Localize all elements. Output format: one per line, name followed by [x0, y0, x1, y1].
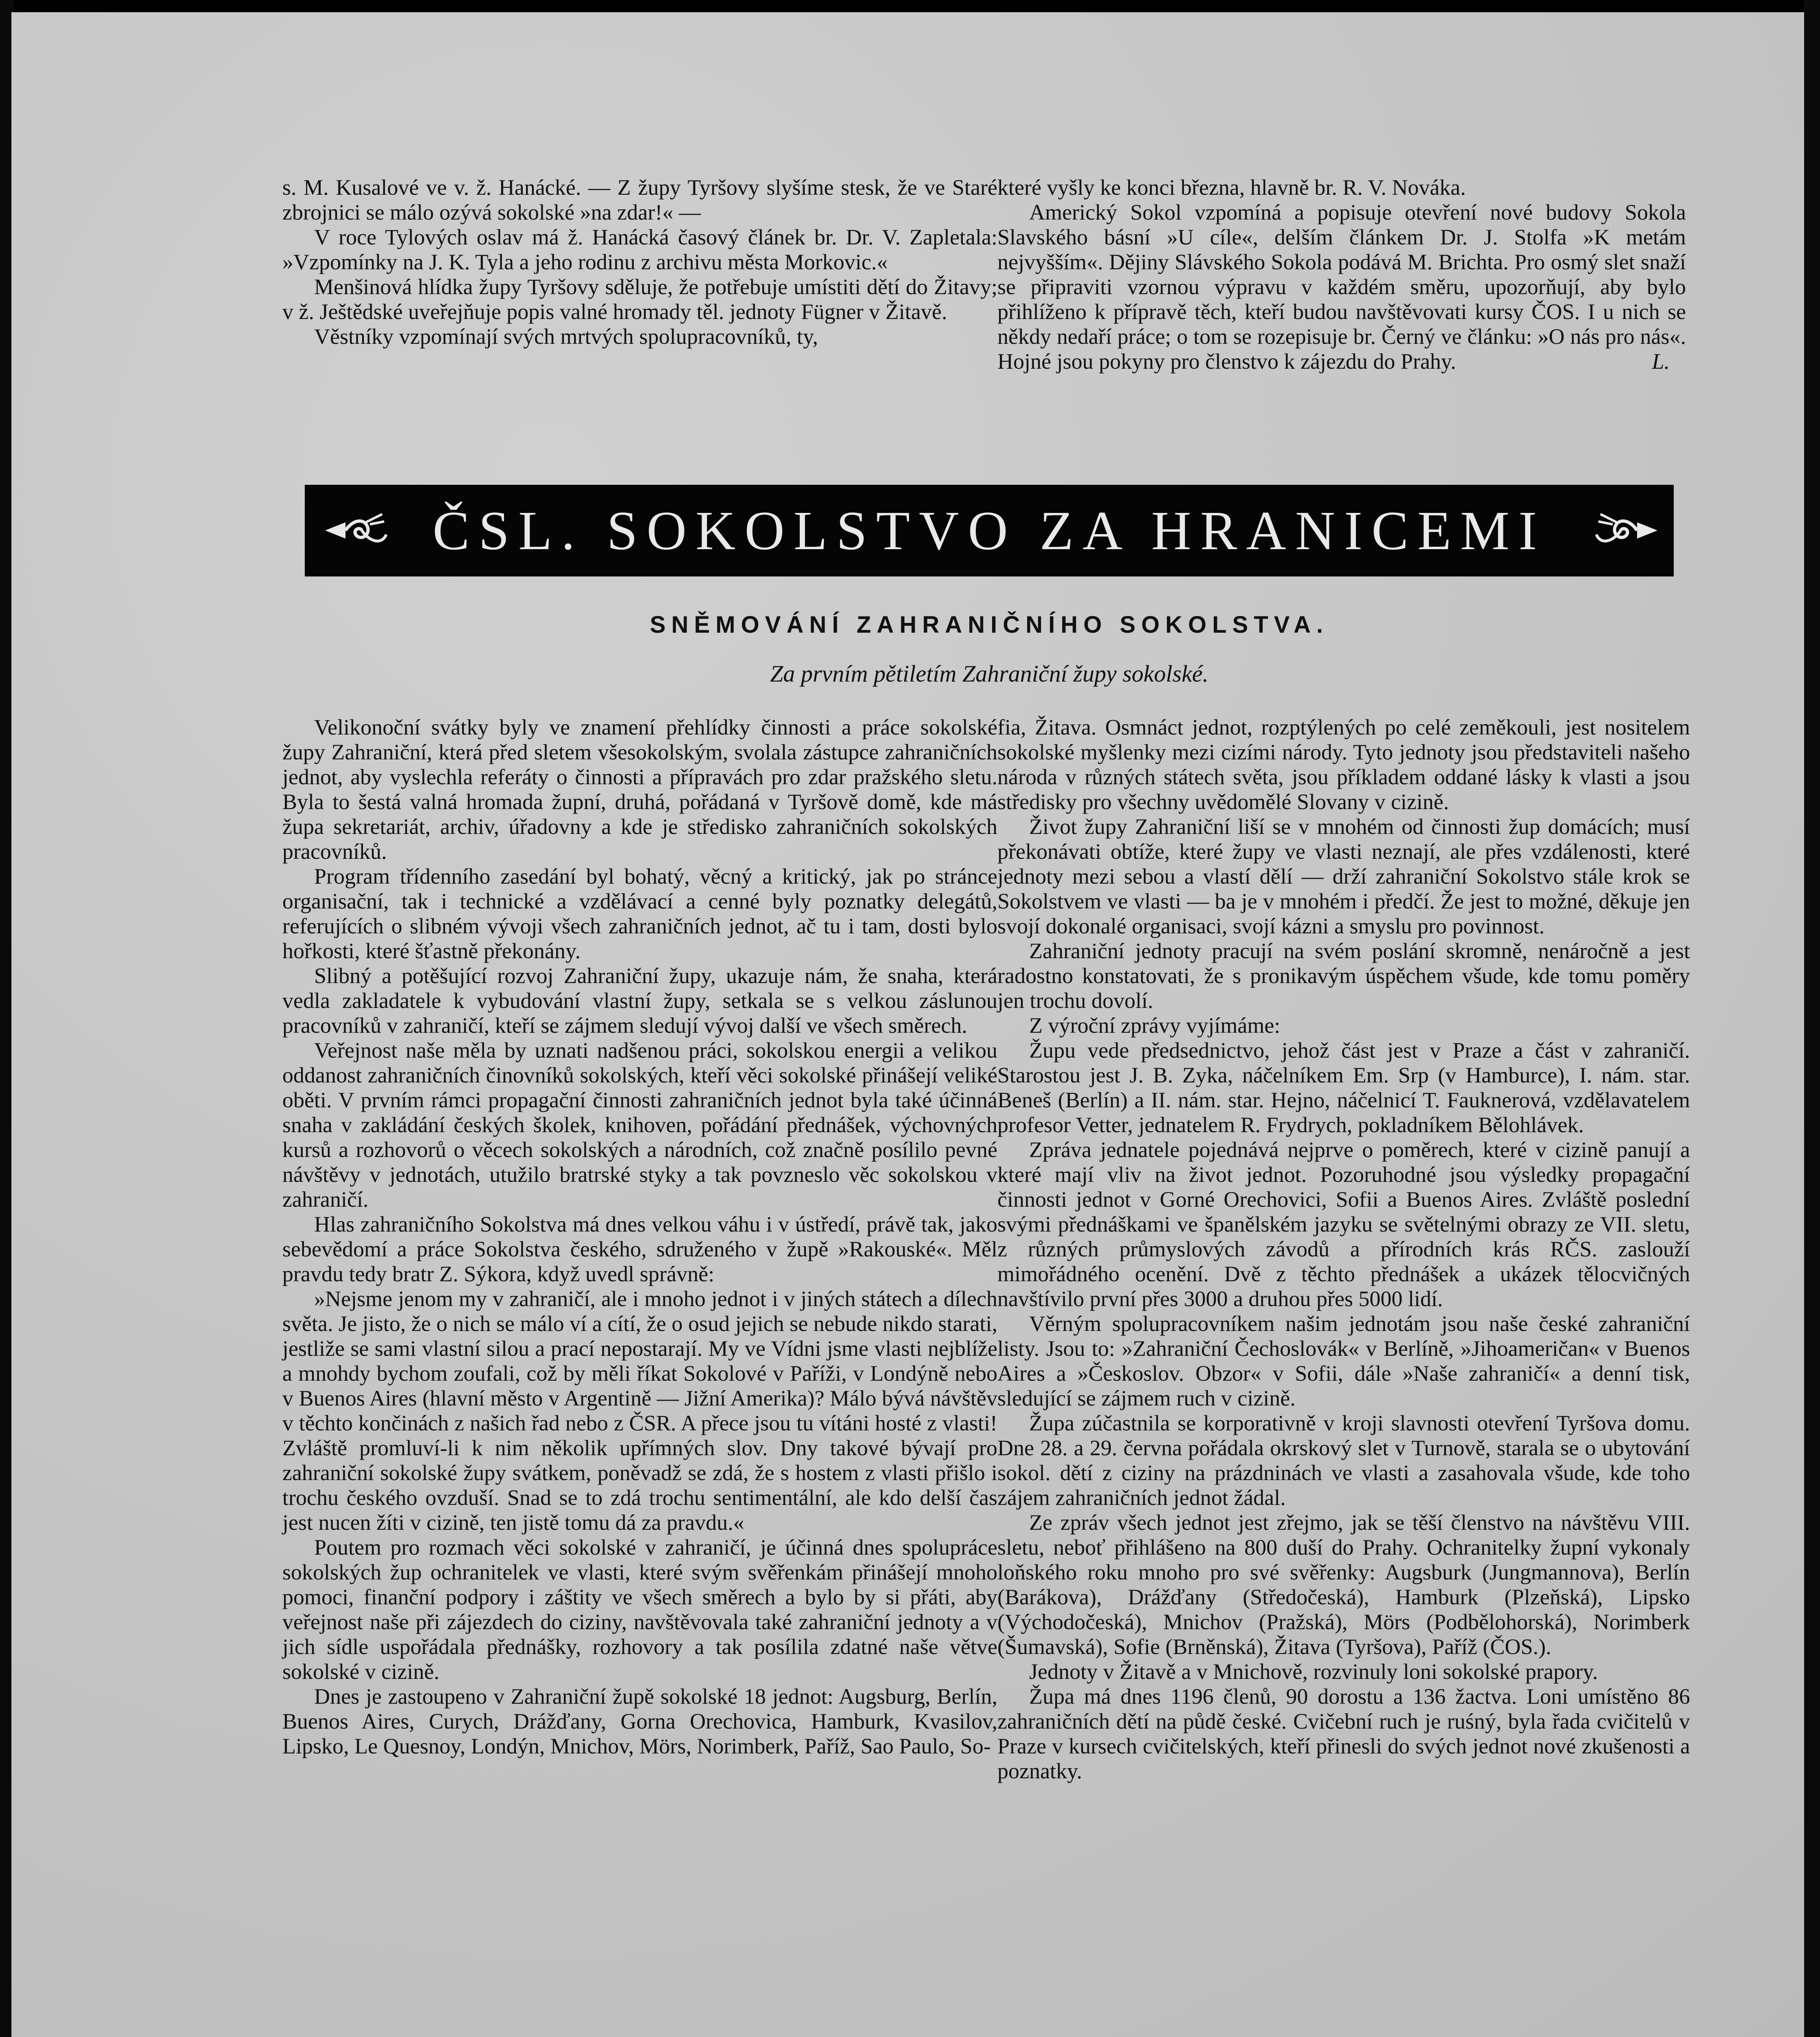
banner-title: ČSL. SOKOLSTVO ZA HRANICEMI	[432, 500, 1546, 561]
article-paragraph: Hlas zahraničního Sokolstva má dnes velkou váhu i v ústředí, právě tak, jako sebevědomí a práce Sokolstva českého, sdruženého v župě »Rakouské«. Měl pravdu tedy bratr Z. Sýkora, když uvedl správně:	[282, 1212, 997, 1286]
top-left-paragraph: Menšinová hlídka župy Tyršovy sděluje, že potřebuje umístiti dětí do Žitavy; v ž. Ještědské uveřejňuje popis valné hromady těl. jednoty Fügner v Žitavě.	[282, 275, 997, 324]
article-paragraph: Jednoty v Žitavě a v Mnichově, rozvinuly loni sokolské prapory.	[1029, 1659, 1598, 1684]
article-paragraph: Velikonoční svátky byly ve znamení přehlídky činnosti a práce sokolské župy Zahraniční, která před sletem všesokolským, svolala zástupce zahraničních jednot, aby vyslechla referáty o činnosti a přípravách pro zdar pražského sletu. Byla to šestá valná hromada župní, druhá, pořádaná v Tyršově domě, kde má župa sekretariát, archiv, úřadovny a kde je středisko zahraničních sokolských pracovníků.	[282, 715, 997, 864]
scan-edge-right	[1804, 0, 1820, 2037]
article-subheading: Za prvním pětiletím Zahraniční župy sokolské.	[770, 660, 1209, 687]
top-left-paragraph: V roce Tylových oslav má ž. Hanácká časový článek br. Dr. V. Zapletala: »Vzpomínky na J. K. Tyla a jeho rodinu z archivu města Morkovic.«	[282, 225, 997, 274]
article-paragraph: Župa má dnes 1196 členů, 90 dorostu a 136 žactva. Loni umístěno 86 zahraničních dětí na půdě české. Cvičební ruch je ruśný, byla řada cvičitelů v Praze v kursech cvičitelských, kteří přinesli do svých jednot nové zkušenosti a poznatky.	[997, 1684, 1690, 1783]
article-quote: »Nejsme jenom my v zahraničí, ale i mnoho jednot i v jiných státech a dílech světa. Je jisto, že o nich se málo ví a cítí, že o osud jejich se nebude nikdo starati, jestliže se sami vlastní silou a prací nepostarají. My ve Vídni jsme vlasti nejblíže a mnohdy bychom zoufali, což by měli říkat Sokolové v Paříži, v Londýně nebo v Buenos Aires (hlavní město v Argentině — Jižní Amerika)? Málo bývá návštěv v těchto končinách z našich řad nebo z ČSR. A přece jsou tu vítáni hosté z vlasti! Zvláště promluví-li k nim několik upřímných slov. Dny takové bývají pro zahraniční sokolské župy svátkem, poněvadž se zdá, že s hostem z vlasti přišlo i trochu českého ovzduší. Snad se to zdá trochu sentimentální, ale kdo delší čas jest nucen žíti v cizině, ten jistě tomu dá za pravdu.«	[282, 1287, 997, 1535]
article-paragraph: Život župy Zahraniční liší se v mnohém od činnosti žup domácích; musí překonávati obtíže, které župy ve vlasti neznají, ale přes vzdálenosti, které jednoty mezi sebou a vlastí dělí — drží zahraniční Sokolstvo stále krok se Sokolstvem ve vlasti — ba je v mnohém i předčí. Že jest to možné, děkuje jen svojí dokonalé organisaci, svojí kázni a smyslu pro povinnost.	[997, 814, 1690, 938]
article-paragraph: Z výroční zprávy vyjímáme:	[1029, 1013, 1281, 1038]
article-paragraph: Věrným spolupracovníkem našim jednotám jsou naše české zahraniční listy. Jsou to: »Zahraniční Čechoslovák« v Berlíně, »Jihoameričan« v Buenos Aires a »Českoslov. Obzor« v Sofii, dále »Naše zahraničí« a denní tisk, sledující se zájmem ruch v cizině.	[997, 1311, 1690, 1410]
top-right-paragraph: které vyšly ke konci března, hlavně br. R. V. Nováka.	[997, 175, 1466, 200]
magazine-page	[11, 12, 1804, 2037]
article-paragraph: Župu vede předsednictvo, jehož část jest v Praze a část v zahraničí. Starostou jest J. B. Zyka, náčelníkem Em. Srp (v Hamburce), I. nám. star. Beneš (Berlín) a II. nám. star. Hejno, náčelnicí T. Fauknerová, vzdělavatelem profesor Vetter, jednatelem R. Frydrych, pokladníkem Bělohlávek.	[997, 1038, 1690, 1137]
article-paragraph: Program třídenního zasedání byl bohatý, věcný a kritický, jak po stránce organisační, tak i technické a vzdělávací a cenné byly poznatky delegátů, referujících o slibném vývoji všech zahraničních jednot, ač tu i tam, dosti bylo hořkosti, které šťastně překonány.	[282, 864, 997, 963]
top-right-paragraph	[997, 200, 1686, 374]
top-left-column	[282, 175, 997, 349]
article-paragraph: Dnes je zastoupeno v Zahraniční župě sokolské 18 jednot: Augsburg, Berlín, Buenos Aires, Curych, Drážďany, Gorna Orechovica, Hamburk, Kvasilov, Lipsko, Le Quesnoy, Londýn, Mnichov, Mörs, Norimberk, Paříž, Sao Paulo, So-	[282, 1684, 997, 1758]
author-signature: L.	[1652, 349, 1670, 374]
ornament-right-icon	[1592, 506, 1662, 555]
article-left-column	[282, 715, 997, 1759]
article-paragraph: Zpráva jednatele pojednává nejprve o poměrech, které v cizině panují a které mají vliv na život jednot. Pozoruhodné jsou výsledky propagační činnosti jednot v Gorné Orechovici, Sofii a Buenos Aires. Zvláště poslední svými přednáškami ve španělském jazyku se světelnými obrazy ze VII. sletu, z různých průmyslových závodů a přírodních krás RČS. zaslouží mimořádného ocenění. Dvě z těchto přednášek a ukázek tělocvičných navštívilo první přes 3000 a druhou přes 5000 lidí.	[997, 1137, 1690, 1311]
top-left-paragraph: s. M. Kusalové ve v. ž. Hanácké. — Z župy Tyršovy slyšíme stesk, že ve Staré zbrojnici se málo ozývá sokolské »na zdar!« —	[282, 175, 997, 224]
section-banner	[305, 485, 1674, 576]
article-paragraph: Veřejnost naše měla by uznati nadšenou práci, sokolskou energii a velikou oddanost zahraničních činovníků sokolských, kteří věci sokolské přinášejí veliké oběti. V prvním rámci propagační činnosti zahraničních jednot byla také účinná snaha v zakládání českých školek, knihoven, pořádání přednášek, výchovných kursů a rozhovorů o věcech sokolských a národních, což značně posílilo pevné návštěvy v jednotách, utužilo bratrské styky a tak povzneslo věc sokolskou v zahraničí.	[282, 1038, 997, 1212]
article-paragraph: Zahraniční jednoty pracují na svém poslání skromně, nenáročně a jest radostno konstatovati, že s pronikavým úspěchem všude, kde tomu poměry jen trochu dovolí.	[997, 939, 1690, 1013]
top-left-paragraph: Věstníky vzpomínají svých mrtvých spolupracovníků, ty,	[314, 324, 818, 349]
article-paragraph: Ze zpráv všech jednot jest zřejmo, jak se těší členstvo na návštěvu VIII. sletu, neboť přihlášeno na 800 duší do Prahy. Ochranitelky župní vykonaly loňského roku mnoho pro své svěřenky: Augsburk (Jungmannova), Berlín (Barákova), Drážďany (Středočeská), Hamburk (Plzeňská), Lipsko (Východočeská), Mnichov (Pražská), Mörs (Podbělohorská), Norimberk (Šumavská), Sofie (Brněnská), Žitava (Tyršova), Paříž (ČOS.).	[997, 1510, 1690, 1659]
article-paragraph: fia, Žitava. Osmnáct jednot, rozptýlených po celé zeměkouli, jest nositelem sokolské myšlenky mezi cizími národy. Tyto jednoty jsou představiteli našeho národa v různých státech světa, jsou příkladem oddané lásky k vlasti a jsou středisky pro všechny uvědomělé Slovany v cizině.	[997, 715, 1690, 814]
top-right-column	[997, 175, 1686, 374]
ornament-left-icon	[321, 506, 390, 555]
article-paragraph: Župa zúčastnila se korporativně v kroji slavnosti otevření Tyršova domu. Dne 28. a 29. června pořádala okrskový slet v Turnově, starala se o ubytování sokol. dětí z ciziny na prázdninách ve vlasti a zasahovala všude, kde toho zájem zahraničních jednot žádal.	[997, 1411, 1690, 1510]
article-right-column	[997, 715, 1690, 1784]
article-paragraph: Slibný a potěšující rozvoj Zahraniční župy, ukazuje nám, že snaha, která vedla zakladatele k vybudování vlastní župy, setkala se s velkou záslunou pracovníků v zahraničí, kteří se zájmem sledují vývoj další ve všech směrech.	[282, 964, 997, 1038]
article-paragraph: Poutem pro rozmach věci sokolské v zahraničí, je účinná dnes spolupráce sokolských žup ochranitelek ve vlasti, které svým svěřenkám přinášejí mnoho pomoci, finanční podpory i záštity ve všech směrech a bylo by si přáti, aby veřejnost naše při zájezdech do ciziny, navštěvovala také zahraniční jednoty a v jich sídle uspořádala přednášky, rozhovory a tak posílila zdatné naše větve sokolské v cizině.	[282, 1535, 997, 1684]
article-heading: SNĚMOVÁNÍ ZAHRANIČNÍHO SOKOLSTVA.	[649, 612, 1329, 638]
top-right-paragraph-text: Americký Sokol vzpomíná a popisuje otevření nové budovy Sokola Slavského básní »U cíle«, delším článkem Dr. J. Stolfa »K metám nejvyšším«. Dějiny Slávského Sokola podává M. Brichta. Pro osmý slet snaží se připraviti vzornou výpravu v každém směru, upozorňují, aby bylo přihlíženo k přípravě těch, kteří budou navštěvovati kursy ČOS. I u nich se někdy nedaří práce; o tom se rozepisuje br. Černý ve článku: »O nás pro nás«. Hojné jsou pokyny pro členstvo k zájezdu do Prahy.	[997, 200, 1686, 374]
